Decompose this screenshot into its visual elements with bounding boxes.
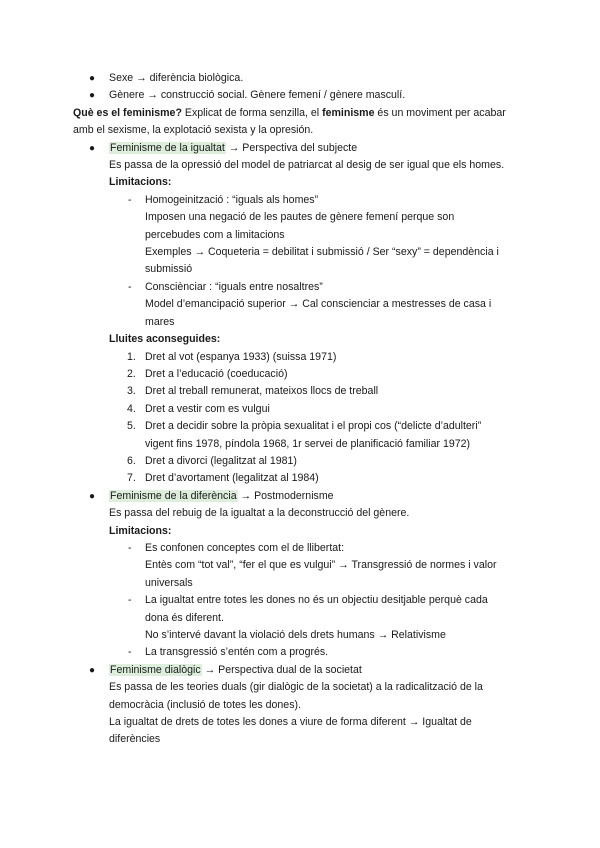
list-number: 6. — [127, 454, 136, 467]
list-item-text: Dret a l’educació (coeducació) — [145, 367, 288, 380]
limitation-line: mares — [145, 315, 175, 328]
list-number: 2. — [127, 367, 136, 380]
list-number: 1. — [127, 350, 136, 363]
question-text-b: és un moviment per acabar — [374, 106, 506, 119]
limitation-title: La transgressió s’entén com a progrés. — [145, 646, 329, 659]
section-description: diferències — [109, 733, 161, 746]
section-diferencia-heading — [73, 488, 535, 505]
list-item — [73, 349, 535, 366]
limitation-item — [73, 279, 535, 296]
limitation-line: No s’intervé davant la violació dels drets humans → Relativisme — [145, 629, 446, 641]
bullet-marker: ● — [89, 73, 96, 84]
bullet-sexe — [73, 70, 535, 87]
question-bold-term: feminisme — [322, 106, 375, 119]
dash-marker: - — [128, 193, 132, 206]
limitation-title: Es confonen conceptes com el de llibertat: — [145, 541, 345, 554]
limitation-line: Imposen una negació de les pautes de gènere femení perque son — [145, 211, 455, 224]
achievements-label: Lluites aconseguides: — [109, 333, 221, 346]
dash-marker: - — [128, 541, 132, 554]
list-number: 7. — [127, 472, 136, 485]
bullet-marker: ● — [89, 490, 96, 502]
list-number: 3. — [127, 385, 136, 398]
question-line — [73, 105, 535, 122]
limitation-line: percebudes com a limitacions — [145, 228, 285, 241]
limitations-label: Limitacions: — [109, 524, 172, 537]
list-number: 5. — [127, 420, 136, 433]
limitations-label-row — [73, 174, 535, 191]
list-item — [73, 470, 535, 487]
section-description: Es passa de les teories duals (gir dialògic de la societat) a la radicalització de la — [109, 681, 483, 694]
section-title: Feminisme de la igualtat — [110, 141, 225, 154]
section-description: Es passa de la opressió del model de patriarcat al desig de ser igual que els homes. — [109, 159, 505, 172]
section-dialogic-heading — [73, 662, 535, 679]
section-description: democràcia (inclusió de totes les dones). — [109, 698, 301, 711]
section-title-suffix: → Perspectiva del subjecte — [225, 141, 358, 154]
limitation-title: La igualtat entre totes les dones no és un objectiu desitjable perquè cada — [145, 594, 488, 607]
dash-marker: - — [128, 594, 132, 607]
limitation-item — [73, 592, 535, 609]
list-item — [73, 401, 535, 418]
limitation-line: Model d’emancipació superior → Cal conscienciar a mestresses de casa i — [145, 298, 492, 311]
question-line-2: amb el sexisme, la explotació sexista y la opresión. — [73, 124, 314, 137]
limitation-line: dona és diferent. — [145, 611, 224, 624]
section-description: La igualtat de drets de totes les dones a viure de forma diferent → Igualtat de — [109, 716, 472, 729]
limitations-label: Limitacions: — [109, 176, 172, 189]
list-item-continuation: vigent fins 1978, píndola 1968, 1r servei de planificació familiar 1972) — [145, 437, 471, 450]
bullet-text: Sexe → diferència biològica. — [109, 72, 244, 84]
limitation-item — [73, 192, 535, 209]
limitations-label-row — [73, 523, 535, 540]
limitation-title: Consciènciar : “iguals entre nosaltres” — [145, 280, 323, 293]
bullet-marker: ● — [89, 142, 96, 154]
limitation-item — [73, 644, 535, 661]
section-title: Feminisme dialògic — [110, 663, 201, 676]
limitation-item — [73, 540, 535, 557]
question-text-a: Explicat de forma senzilla, el — [181, 106, 323, 119]
list-item — [73, 383, 535, 400]
list-item-text: Dret al vot (espanya 1933) (suissa 1971) — [145, 350, 337, 363]
list-item — [73, 453, 535, 470]
bullet-text: Gènere → construcció social. Gènere femení / gènere masculí. — [109, 89, 406, 102]
limitation-line: submissió — [145, 263, 193, 276]
list-item-text: Dret al treball remunerat, mateixos llocs de treball — [145, 385, 379, 398]
section-title-suffix: → Postmodernisme — [237, 489, 334, 502]
section-igualtat-heading — [73, 140, 535, 157]
limitation-line: Exemples → Coqueteria = debilitat i submissió / Ser “sexy” = dependència i — [145, 246, 499, 259]
limitation-title: Homogeinització : “iguals als homes” — [145, 193, 319, 206]
bullet-genere — [73, 87, 535, 104]
dash-marker: - — [128, 646, 132, 659]
section-description: Es passa del rebuig de la igualtat a la deconstrucció del gènere. — [109, 507, 410, 520]
list-item — [73, 418, 535, 435]
list-item-text: Dret a divorci (legalitzat al 1981) — [145, 454, 297, 467]
list-item-text: Dret d’avortament (legalitzat al 1984) — [145, 472, 319, 485]
dash-marker: - — [128, 280, 132, 293]
document-content — [73, 70, 535, 749]
section-title-suffix: → Perspectiva dual de la societat — [201, 663, 362, 676]
list-number: 4. — [127, 402, 136, 415]
limitation-line: Entès com “tot val”, “fer el que es vulgui” → Transgressió de normes i valor — [145, 559, 497, 572]
bullet-marker: ● — [89, 90, 96, 102]
list-item-text: Dret a vestir com es vulgui — [145, 402, 270, 415]
section-title: Feminisme de la diferència — [110, 489, 237, 502]
limitation-line: universals — [145, 576, 193, 589]
list-item-text: Dret a decidir sobre la pròpia sexualitat i el propi cos (“delicte d’adulteri” — [145, 420, 482, 433]
bullet-marker: ● — [89, 664, 96, 676]
list-item — [73, 366, 535, 383]
question-heading: Què es el feminisme? — [73, 106, 182, 119]
achievements-label-row — [73, 331, 535, 348]
